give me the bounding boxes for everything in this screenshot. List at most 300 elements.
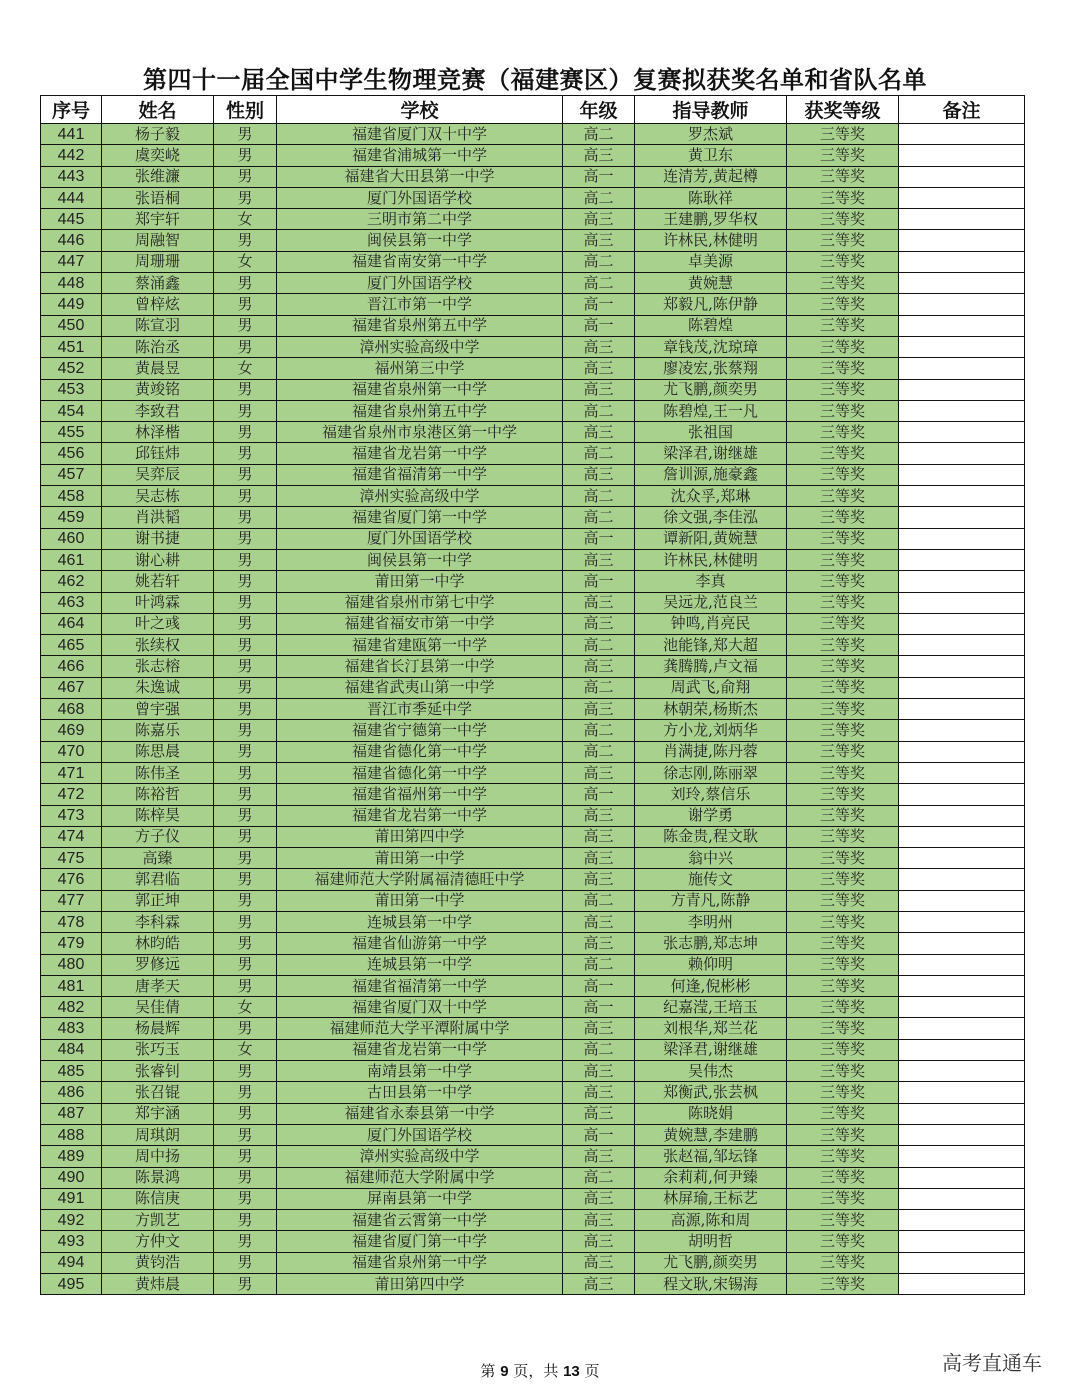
cell-no: 482 — [41, 997, 102, 1018]
cell-teacher: 吴远龙,范良兰 — [635, 592, 787, 613]
table-row — [41, 486, 1025, 507]
cell-name: 林泽楷 — [102, 422, 214, 443]
table-row — [41, 1018, 1025, 1039]
cell-no: 493 — [41, 1231, 102, 1252]
cell-no: 456 — [41, 443, 102, 464]
cell-school: 福建省龙岩第一中学 — [277, 805, 563, 826]
cell-note — [899, 464, 1025, 485]
table-row — [41, 784, 1025, 805]
cell-note — [899, 1039, 1025, 1060]
cell-school: 福建省福清第一中学 — [277, 975, 563, 996]
cell-award: 三等奖 — [787, 1018, 899, 1039]
table-row — [41, 656, 1025, 677]
cell-teacher: 施传文 — [635, 869, 787, 890]
cell-note — [899, 869, 1025, 890]
cell-grade: 高三 — [563, 613, 635, 634]
cell-gender: 男 — [214, 741, 277, 762]
cell-name: 黄炜晨 — [102, 1274, 214, 1295]
cell-school: 福建省大田县第一中学 — [277, 166, 563, 187]
cell-note — [899, 251, 1025, 272]
cell-award: 三等奖 — [787, 911, 899, 932]
cell-teacher: 陈耿祥 — [635, 187, 787, 208]
table-row — [41, 549, 1025, 570]
cell-teacher: 谢学勇 — [635, 805, 787, 826]
cell-award: 三等奖 — [787, 422, 899, 443]
cell-award: 三等奖 — [787, 571, 899, 592]
cell-teacher: 章钱茂,沈琼璋 — [635, 336, 787, 357]
cell-note — [899, 656, 1025, 677]
cell-award: 三等奖 — [787, 1039, 899, 1060]
cell-teacher: 高源,陈和周 — [635, 1210, 787, 1231]
cell-teacher: 肖满捷,陈丹蓉 — [635, 741, 787, 762]
cell-teacher: 黄婉慧,李建鹏 — [635, 1124, 787, 1145]
cell-no: 454 — [41, 400, 102, 421]
cell-note — [899, 124, 1025, 145]
cell-name: 陈嘉乐 — [102, 720, 214, 741]
table-row — [41, 251, 1025, 272]
cell-note — [899, 826, 1025, 847]
cell-school: 莆田第一中学 — [277, 848, 563, 869]
cell-gender: 男 — [214, 273, 277, 294]
cell-grade: 高三 — [563, 848, 635, 869]
cell-teacher: 程文耿,宋锡海 — [635, 1274, 787, 1295]
cell-grade: 高三 — [563, 1103, 635, 1124]
cell-no: 468 — [41, 699, 102, 720]
cell-gender: 男 — [214, 1210, 277, 1231]
cell-teacher: 周武飞,俞翔 — [635, 677, 787, 698]
cell-note — [899, 1167, 1025, 1188]
cell-award: 三等奖 — [787, 1274, 899, 1295]
cell-school: 福建省厦门双十中学 — [277, 124, 563, 145]
cell-teacher: 陈金贵,程文耿 — [635, 826, 787, 847]
cell-grade: 高三 — [563, 209, 635, 230]
cell-grade: 高二 — [563, 954, 635, 975]
cell-no: 484 — [41, 1039, 102, 1060]
cell-note — [899, 571, 1025, 592]
cell-school: 晋江市第一中学 — [277, 294, 563, 315]
cell-no: 489 — [41, 1146, 102, 1167]
cell-gender: 男 — [214, 549, 277, 570]
cell-gender: 女 — [214, 997, 277, 1018]
cell-grade: 高三 — [563, 911, 635, 932]
cell-name: 方子仪 — [102, 826, 214, 847]
cell-name: 吴志栋 — [102, 486, 214, 507]
cell-award: 三等奖 — [787, 1082, 899, 1103]
cell-school: 厦门外国语学校 — [277, 1124, 563, 1145]
cell-name: 林昀皓 — [102, 933, 214, 954]
cell-note — [899, 1082, 1025, 1103]
cell-no: 451 — [41, 336, 102, 357]
cell-grade: 高二 — [563, 443, 635, 464]
table-row — [41, 209, 1025, 230]
cell-award: 三等奖 — [787, 145, 899, 166]
cell-school: 福建省云霄第一中学 — [277, 1210, 563, 1231]
cell-award: 三等奖 — [787, 1188, 899, 1209]
cell-grade: 高二 — [563, 1039, 635, 1060]
cell-note — [899, 805, 1025, 826]
table-row — [41, 848, 1025, 869]
cell-no: 477 — [41, 890, 102, 911]
cell-note — [899, 1188, 1025, 1209]
table-row — [41, 464, 1025, 485]
cell-school: 福建省福安市第一中学 — [277, 613, 563, 634]
cell-gender: 男 — [214, 635, 277, 656]
cell-gender: 男 — [214, 1018, 277, 1039]
cell-no: 471 — [41, 762, 102, 783]
cell-name: 张召锟 — [102, 1082, 214, 1103]
cell-award: 三等奖 — [787, 1252, 899, 1273]
table-row — [41, 699, 1025, 720]
cell-note — [899, 486, 1025, 507]
cell-note — [899, 975, 1025, 996]
cell-note — [899, 635, 1025, 656]
cell-teacher: 吴伟杰 — [635, 1061, 787, 1082]
cell-note — [899, 187, 1025, 208]
cell-gender: 男 — [214, 379, 277, 400]
cell-note — [899, 1231, 1025, 1252]
table-row — [41, 336, 1025, 357]
cell-note — [899, 166, 1025, 187]
cell-grade: 高三 — [563, 805, 635, 826]
cell-grade: 高三 — [563, 549, 635, 570]
cell-school: 莆田第四中学 — [277, 826, 563, 847]
cell-teacher: 廖凌宏,张蔡翔 — [635, 358, 787, 379]
cell-grade: 高三 — [563, 1082, 635, 1103]
cell-grade: 高二 — [563, 507, 635, 528]
cell-award: 三等奖 — [787, 464, 899, 485]
footer-prefix: 第 — [480, 1362, 501, 1380]
cell-school: 漳州实验高级中学 — [277, 1146, 563, 1167]
cell-no: 495 — [41, 1274, 102, 1295]
cell-note — [899, 358, 1025, 379]
cell-school: 福建省厦门第一中学 — [277, 507, 563, 528]
cell-grade: 高三 — [563, 592, 635, 613]
cell-gender: 男 — [214, 592, 277, 613]
table-row — [41, 571, 1025, 592]
cell-grade: 高二 — [563, 486, 635, 507]
cell-name: 郭正坤 — [102, 890, 214, 911]
cell-grade: 高三 — [563, 656, 635, 677]
footer-suffix: 页 — [579, 1362, 600, 1380]
cell-award: 三等奖 — [787, 507, 899, 528]
cell-name: 曾宇强 — [102, 699, 214, 720]
cell-teacher: 李真 — [635, 571, 787, 592]
cell-school: 福建省建瓯第一中学 — [277, 635, 563, 656]
cell-teacher: 张赵福,邹坛锋 — [635, 1146, 787, 1167]
cell-award: 三等奖 — [787, 358, 899, 379]
cell-grade: 高三 — [563, 358, 635, 379]
cell-gender: 男 — [214, 486, 277, 507]
cell-grade: 高二 — [563, 635, 635, 656]
cell-teacher: 余莉莉,何尹臻 — [635, 1167, 787, 1188]
header-award: 获奖等级 — [787, 96, 899, 124]
cell-teacher: 龚腾腾,卢文福 — [635, 656, 787, 677]
cell-grade: 高三 — [563, 1146, 635, 1167]
cell-note — [899, 273, 1025, 294]
header-teacher: 指导教师 — [635, 96, 787, 124]
cell-no: 474 — [41, 826, 102, 847]
cell-award: 三等奖 — [787, 954, 899, 975]
cell-grade: 高三 — [563, 1274, 635, 1295]
cell-no: 441 — [41, 124, 102, 145]
cell-name: 方凯艺 — [102, 1210, 214, 1231]
cell-gender: 男 — [214, 1252, 277, 1273]
cell-no: 488 — [41, 1124, 102, 1145]
table-row — [41, 677, 1025, 698]
cell-gender: 男 — [214, 166, 277, 187]
cell-note — [899, 422, 1025, 443]
cell-grade: 高一 — [563, 294, 635, 315]
cell-award: 三等奖 — [787, 124, 899, 145]
cell-teacher: 徐文强,李佳泓 — [635, 507, 787, 528]
table-row — [41, 1124, 1025, 1145]
cell-note — [899, 549, 1025, 570]
cell-gender: 女 — [214, 358, 277, 379]
cell-no: 463 — [41, 592, 102, 613]
cell-school: 福建省福州第一中学 — [277, 784, 563, 805]
cell-gender: 男 — [214, 528, 277, 549]
cell-school: 福建省德化第一中学 — [277, 762, 563, 783]
table-header-row — [41, 96, 1025, 124]
cell-gender: 男 — [214, 315, 277, 336]
cell-grade: 高一 — [563, 315, 635, 336]
cell-no: 473 — [41, 805, 102, 826]
cell-school: 福建省泉州第五中学 — [277, 400, 563, 421]
cell-gender: 男 — [214, 464, 277, 485]
cell-no: 457 — [41, 464, 102, 485]
cell-gender: 男 — [214, 400, 277, 421]
cell-school: 福州第三中学 — [277, 358, 563, 379]
cell-name: 周珊珊 — [102, 251, 214, 272]
cell-note — [899, 720, 1025, 741]
table-row — [41, 400, 1025, 421]
cell-no: 466 — [41, 656, 102, 677]
cell-note — [899, 890, 1025, 911]
cell-note — [899, 294, 1025, 315]
cell-teacher: 黄婉慧 — [635, 273, 787, 294]
cell-name: 郑宇涵 — [102, 1103, 214, 1124]
cell-name: 陈梓昊 — [102, 805, 214, 826]
cell-note — [899, 762, 1025, 783]
table-row — [41, 273, 1025, 294]
cell-school: 福建省泉州市泉港区第一中学 — [277, 422, 563, 443]
cell-grade: 高一 — [563, 528, 635, 549]
cell-gender: 男 — [214, 1103, 277, 1124]
table-row — [41, 230, 1025, 251]
cell-school: 古田县第一中学 — [277, 1082, 563, 1103]
table-row — [41, 1210, 1025, 1231]
cell-teacher: 刘根华,郑兰花 — [635, 1018, 787, 1039]
cell-gender: 男 — [214, 613, 277, 634]
cell-award: 三等奖 — [787, 805, 899, 826]
cell-school: 福建省武夷山第一中学 — [277, 677, 563, 698]
cell-name: 张续权 — [102, 635, 214, 656]
cell-grade: 高二 — [563, 251, 635, 272]
cell-gender: 男 — [214, 422, 277, 443]
cell-no: 486 — [41, 1082, 102, 1103]
cell-gender: 男 — [214, 1082, 277, 1103]
cell-award: 三等奖 — [787, 209, 899, 230]
cell-teacher: 陈碧煌 — [635, 315, 787, 336]
cell-school: 福建省宁德第一中学 — [277, 720, 563, 741]
cell-teacher: 陈碧煌,王一凡 — [635, 400, 787, 421]
cell-gender: 男 — [214, 294, 277, 315]
table-row — [41, 997, 1025, 1018]
cell-no: 453 — [41, 379, 102, 400]
cell-teacher: 连清芳,黄起樽 — [635, 166, 787, 187]
cell-school: 莆田第一中学 — [277, 890, 563, 911]
cell-no: 460 — [41, 528, 102, 549]
cell-school: 福建省南安第一中学 — [277, 251, 563, 272]
table-row — [41, 805, 1025, 826]
cell-no: 448 — [41, 273, 102, 294]
table-row — [41, 294, 1025, 315]
cell-award: 三等奖 — [787, 549, 899, 570]
cell-teacher: 郑毅凡,陈伊静 — [635, 294, 787, 315]
cell-school: 莆田第一中学 — [277, 571, 563, 592]
cell-name: 谢心耕 — [102, 549, 214, 570]
cell-teacher: 王建鹏,罗华权 — [635, 209, 787, 230]
cell-grade: 高三 — [563, 379, 635, 400]
cell-note — [899, 784, 1025, 805]
cell-teacher: 尤飞鹏,颜奕男 — [635, 1252, 787, 1273]
cell-note — [899, 443, 1025, 464]
cell-teacher: 钟鸣,肖亮民 — [635, 613, 787, 634]
cell-gender: 男 — [214, 677, 277, 698]
cell-teacher: 许林民,林健明 — [635, 549, 787, 570]
table-row — [41, 613, 1025, 634]
header-name: 姓名 — [102, 96, 214, 124]
cell-gender: 男 — [214, 975, 277, 996]
header-no: 序号 — [41, 96, 102, 124]
cell-no: 447 — [41, 251, 102, 272]
table-row — [41, 762, 1025, 783]
cell-note — [899, 1103, 1025, 1124]
table-row — [41, 635, 1025, 656]
table-row — [41, 1061, 1025, 1082]
cell-grade: 高二 — [563, 124, 635, 145]
cell-no: 470 — [41, 741, 102, 762]
cell-school: 三明市第二中学 — [277, 209, 563, 230]
cell-name: 罗修远 — [102, 954, 214, 975]
cell-name: 张语桐 — [102, 187, 214, 208]
cell-award: 三等奖 — [787, 379, 899, 400]
cell-award: 三等奖 — [787, 1103, 899, 1124]
table-row — [41, 954, 1025, 975]
cell-name: 陈治丞 — [102, 336, 214, 357]
cell-gender: 女 — [214, 251, 277, 272]
cell-gender: 女 — [214, 209, 277, 230]
cell-gender: 男 — [214, 124, 277, 145]
cell-no: 464 — [41, 613, 102, 634]
cell-teacher: 纪嘉滢,王培玉 — [635, 997, 787, 1018]
cell-note — [899, 209, 1025, 230]
table-row — [41, 422, 1025, 443]
cell-award: 三等奖 — [787, 720, 899, 741]
cell-name: 陈景鸿 — [102, 1167, 214, 1188]
cell-gender: 女 — [214, 1039, 277, 1060]
document-title: 第四十一届全国中学生物理竞赛（福建赛区）复赛拟获奖名单和省队名单 — [143, 66, 927, 94]
cell-note — [899, 592, 1025, 613]
cell-no: 487 — [41, 1103, 102, 1124]
cell-teacher: 沈众孚,郑琳 — [635, 486, 787, 507]
cell-name: 张睿钊 — [102, 1061, 214, 1082]
cell-teacher: 梁泽君,谢继雄 — [635, 1039, 787, 1060]
cell-school: 南靖县第一中学 — [277, 1061, 563, 1082]
table-row — [41, 975, 1025, 996]
table-row — [41, 1039, 1025, 1060]
cell-no: 452 — [41, 358, 102, 379]
cell-grade: 高三 — [563, 1018, 635, 1039]
cell-teacher: 翁中兴 — [635, 848, 787, 869]
table-row — [41, 911, 1025, 932]
cell-no: 455 — [41, 422, 102, 443]
cell-teacher: 罗杰斌 — [635, 124, 787, 145]
cell-grade: 高三 — [563, 230, 635, 251]
cell-school: 福建省德化第一中学 — [277, 741, 563, 762]
cell-award: 三等奖 — [787, 1167, 899, 1188]
cell-note — [899, 997, 1025, 1018]
cell-award: 三等奖 — [787, 933, 899, 954]
cell-name: 谢书捷 — [102, 528, 214, 549]
cell-grade: 高一 — [563, 997, 635, 1018]
cell-award: 三等奖 — [787, 762, 899, 783]
cell-gender: 男 — [214, 571, 277, 592]
cell-teacher: 林屏瑜,王标艺 — [635, 1188, 787, 1209]
table-row — [41, 124, 1025, 145]
table-row — [41, 741, 1025, 762]
cell-award: 三等奖 — [787, 400, 899, 421]
cell-no: 469 — [41, 720, 102, 741]
cell-name: 曾梓炫 — [102, 294, 214, 315]
cell-teacher: 何逢,倪彬彬 — [635, 975, 787, 996]
cell-name: 陈信庚 — [102, 1188, 214, 1209]
cell-teacher: 徐志刚,陈丽翠 — [635, 762, 787, 783]
table-row — [41, 869, 1025, 890]
cell-name: 陈裕哲 — [102, 784, 214, 805]
cell-note — [899, 528, 1025, 549]
header-note: 备注 — [899, 96, 1025, 124]
table-row — [41, 1103, 1025, 1124]
cell-teacher: 陈晓娟 — [635, 1103, 787, 1124]
cell-school: 厦门外国语学校 — [277, 528, 563, 549]
cell-no: 465 — [41, 635, 102, 656]
cell-gender: 男 — [214, 1231, 277, 1252]
cell-school: 福建师范大学平潭附属中学 — [277, 1018, 563, 1039]
cell-gender: 男 — [214, 1167, 277, 1188]
table-row — [41, 1167, 1025, 1188]
cell-name: 杨子毅 — [102, 124, 214, 145]
cell-no: 483 — [41, 1018, 102, 1039]
total-pages: 13 — [563, 1363, 580, 1380]
cell-name: 周融智 — [102, 230, 214, 251]
cell-grade: 高二 — [563, 1167, 635, 1188]
cell-name: 陈伟圣 — [102, 762, 214, 783]
cell-award: 三等奖 — [787, 826, 899, 847]
cell-award: 三等奖 — [787, 1146, 899, 1167]
cell-note — [899, 613, 1025, 634]
cell-teacher: 林朝荣,杨斯杰 — [635, 699, 787, 720]
cell-grade: 高三 — [563, 1061, 635, 1082]
table-row — [41, 826, 1025, 847]
cell-award: 三等奖 — [787, 1210, 899, 1231]
cell-grade: 高一 — [563, 1124, 635, 1145]
cell-teacher: 张祖国 — [635, 422, 787, 443]
cell-gender: 男 — [214, 1188, 277, 1209]
cell-no: 446 — [41, 230, 102, 251]
cell-grade: 高三 — [563, 1231, 635, 1252]
page-footer — [0, 1360, 1080, 1381]
